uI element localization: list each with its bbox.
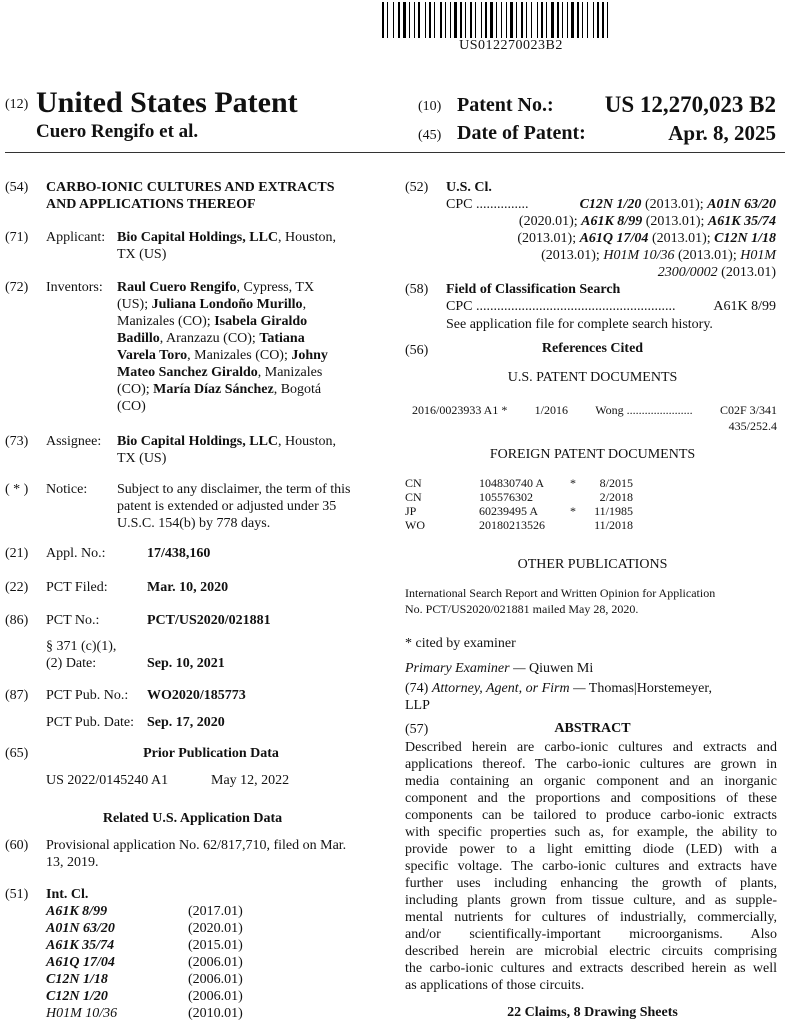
cpc-year: (2013.01): [717, 265, 776, 280]
foreign-heading: FOREIGN PATENT DOCUMENTS: [489, 447, 696, 462]
int-cl-row: [46, 971, 306, 988]
appl-no-value: 17/438,160: [147, 546, 211, 561]
int-cl-row: [46, 937, 306, 954]
abstract-line: described herein are microbial electric circuits comprising: [405, 944, 777, 959]
attorney: [405, 680, 712, 697]
inventor-name: Raul Cuero Rengifo: [117, 280, 237, 295]
assignee-label: Assignee:: [46, 434, 102, 449]
int-cl-year: (2006.01): [188, 989, 243, 1004]
inventors-block: Raul Cuero Rengifo, Cypress, TX (US); Juliana Londoño Murillo, Manizales (CO); Isabela Giraldo Badillo, Aranzazu (CO); Tatiana Varela Toro, Manizales (CO); Johny Mateo Sanchez Giraldo, Manizales (CO); María Díaz Sánchez, Bogotá (CO): [117, 279, 377, 415]
int-cl-label: Int. Cl.: [46, 887, 89, 902]
title-block: [46, 179, 334, 213]
int-cl-row: [46, 988, 306, 1005]
cpc-code: A61Q 17/04: [579, 231, 649, 246]
inventor-location: (US);: [117, 297, 152, 312]
header-rule: [5, 152, 785, 153]
applicant-location: , Houston,: [278, 230, 336, 245]
inventor-name: Johny: [291, 348, 328, 363]
examiner-label: Primary Examiner —: [405, 661, 526, 676]
s371-date: Sep. 10, 2021: [147, 656, 225, 671]
cpc-code: H01M: [740, 248, 776, 263]
field-search-label: Field of Classification Search: [446, 282, 621, 297]
inventor-name: Juliana Londoño Murillo: [151, 297, 303, 312]
patent-no-label: Patent No.:: [457, 94, 554, 116]
foreign-number: 20180213526: [479, 518, 545, 532]
abstract-line: media containing an organic component and an inorganic: [405, 774, 777, 789]
pct-pub-date-label: PCT Pub. Date:: [46, 715, 135, 730]
inventor-location: , Bogotá: [273, 382, 322, 397]
foreign-doc-row: [405, 518, 645, 532]
title-line: CARBO-IONIC CULTURES AND EXTRACTS: [46, 180, 335, 195]
foreign-country: CN: [405, 476, 422, 490]
inventor-location: , Cypress, TX: [236, 280, 315, 295]
foreign-number: 105576302: [479, 490, 533, 504]
prior-pub-number: US 2022/0145240 A1: [46, 773, 169, 788]
notice-label: Notice:: [46, 482, 88, 497]
cpc-code: A61K 35/74: [707, 214, 776, 229]
code-57: (57): [405, 722, 429, 737]
barcode: [382, 2, 640, 38]
inventor-name: Badillo: [117, 331, 160, 346]
provisional-line: 13, 2019.: [46, 855, 99, 870]
foreign-date: 2/2018: [599, 490, 633, 504]
us-doc-dots: ......................: [626, 403, 693, 417]
abstract-line: applications thereof. The carbo-ionic cultures are grown in: [405, 757, 777, 772]
foreign-doc-row: [405, 504, 645, 518]
provisional-line: Provisional application No. 62/817,710, filed on Mar.: [46, 838, 347, 853]
inventor-name: Tatiana: [259, 331, 305, 346]
code-12: (12): [5, 97, 29, 112]
foreign-number: 104830740 A: [479, 476, 545, 490]
assignee-location: TX (US): [117, 451, 167, 466]
int-cl-year: (2006.01): [188, 972, 243, 987]
code-56: (56): [405, 343, 429, 358]
abstract-line: provide power to a light emitting diode (LED) with a: [405, 842, 777, 857]
code-52: (52): [405, 180, 429, 195]
pct-filed-label: PCT Filed:: [46, 580, 108, 595]
foreign-star: *: [570, 476, 576, 490]
foreign-date: 8/2015: [599, 476, 633, 490]
cpc-year: (2013.01);: [541, 248, 604, 263]
cpc-year: (2013.01);: [517, 231, 580, 246]
attorney-label: Attorney, Agent, or Firm —: [431, 681, 586, 696]
int-cl-year: (2020.01): [188, 921, 243, 936]
patent-type-title: United States Patent: [36, 86, 298, 119]
cpc-code: 2300/0002: [657, 265, 718, 280]
date-label: Date of Patent:: [457, 122, 586, 144]
code-73: (73): [5, 434, 29, 449]
patent-date: Apr. 8, 2025: [668, 121, 776, 145]
prior-pub-heading: Prior Publication Data: [143, 746, 279, 761]
cpc-code: H01M 10/36: [603, 248, 675, 263]
cpc-year: (2013.01);: [648, 231, 715, 246]
foreign-doc-row: [405, 476, 645, 490]
us-doc-class: C02F 3/341: [719, 403, 777, 417]
other-pub-line: International Search Report and Written Opinion for Application: [405, 586, 716, 600]
code-22: (22): [5, 580, 29, 595]
cpc-code: A61K 8/99: [581, 214, 643, 229]
pct-no-label: PCT No.:: [46, 613, 100, 628]
abstract-line: mental nutrients for cultures of industrially, commercially,: [405, 910, 777, 925]
cpc-year: (2013.01);: [641, 197, 708, 212]
int-cl-year: (2010.01): [188, 1006, 243, 1021]
examiner-name: Qiuwen Mi: [525, 661, 594, 676]
other-pubs-heading: OTHER PUBLICATIONS: [517, 557, 668, 572]
cpc-label: CPC: [446, 197, 473, 212]
int-cl-year: (2017.01): [188, 904, 243, 919]
int-cl-list: [46, 903, 306, 1022]
cited-by-examiner: * cited by examiner: [405, 636, 516, 651]
inventors-short: Cuero Rengifo et al.: [36, 121, 199, 142]
title-line: AND APPLICATIONS THEREOF: [46, 197, 256, 212]
cpc-code: A01N 63/20: [707, 197, 776, 212]
foreign-star: *: [570, 504, 576, 518]
abstract-line: as applications of those circuits.: [405, 978, 585, 993]
int-cl-code: C12N 1/20: [46, 989, 108, 1004]
inventor-location: , Aranzazu (CO);: [159, 331, 260, 346]
int-cl-code: A01N 63/20: [46, 921, 115, 936]
cpc-year: (2013.01);: [674, 248, 741, 263]
prior-pub-date: May 12, 2022: [211, 773, 290, 788]
us-doc-class: 435/252.4: [728, 419, 777, 433]
patent-no: US 12,270,023 B2: [604, 92, 776, 117]
foreign-star: [565, 490, 581, 504]
us-doc-date: 1/2016: [534, 403, 568, 417]
field-search-note: See application file for complete search history.: [446, 317, 713, 332]
foreign-date: 11/2018: [594, 518, 633, 532]
provisional-text: [46, 837, 346, 871]
code-58: (58): [405, 282, 429, 297]
assignee-location: , Houston,: [278, 434, 336, 449]
references-heading: References Cited: [541, 341, 644, 356]
foreign-number: 60239495 A: [479, 504, 539, 518]
pct-filed-value: Mar. 10, 2020: [147, 580, 229, 595]
inventor-location: Manizales (CO);: [117, 314, 215, 329]
foreign-doc-row: [405, 490, 645, 504]
foreign-country: CN: [405, 490, 422, 504]
code-notice: ( * ): [5, 482, 29, 497]
code-54: (54): [5, 180, 29, 195]
cpc-block: [446, 196, 776, 281]
barcode-number: US012270023B2: [459, 38, 563, 53]
s371-label: § 371 (c)(1),: [46, 639, 117, 654]
code-21: (21): [5, 546, 29, 561]
inventor-name: Isabela Giraldo: [214, 314, 308, 329]
field-cpc-label: CPC: [446, 299, 473, 314]
cpc-year: (2020.01);: [518, 214, 582, 229]
code-74: (74): [405, 681, 432, 696]
int-cl-code: A61Q 17/04: [46, 955, 115, 970]
abstract-line: components can be tailored to produce carbo-ionic extracts: [405, 808, 777, 823]
foreign-star: [565, 518, 581, 532]
int-cl-row: [46, 903, 306, 920]
abstract-line: with specific properties such as, for example, the ability to: [405, 825, 777, 840]
field-search-cpc: [446, 298, 776, 315]
us-docs-heading: U.S. PATENT DOCUMENTS: [507, 370, 678, 385]
code-72: (72): [5, 280, 29, 295]
notice-text: [117, 481, 351, 532]
primary-examiner: [405, 660, 593, 677]
notice-line: patent is extended or adjusted under 35: [117, 499, 337, 514]
applicant-block: [117, 229, 336, 263]
applicant-name: Bio Capital Holdings, LLC: [117, 230, 279, 245]
cpc-dots: ...............: [475, 197, 529, 212]
assignee-block: [117, 433, 336, 467]
abstract-line: the carbo-ionic cultures and extracts described herein as well: [405, 961, 777, 976]
code-45: (45): [418, 128, 442, 143]
inventor-name: Varela Toro: [117, 348, 188, 363]
abstract-heading: ABSTRACT: [554, 721, 631, 736]
inventor-name: María Díaz Sánchez: [153, 382, 274, 397]
abstract-line: component and the proportions and compositions of these: [405, 791, 777, 806]
int-cl-code: C12N 1/18: [46, 972, 108, 987]
field-dots: .........................................................: [475, 299, 676, 314]
int-cl-row: [46, 954, 306, 971]
code-86: (86): [5, 613, 29, 628]
inventor-location: (CO);: [117, 382, 154, 397]
related-heading: Related U.S. Application Data: [102, 811, 283, 826]
assignee-name: Bio Capital Holdings, LLC: [117, 434, 279, 449]
applicant-label: Applicant:: [46, 230, 106, 245]
claims-summary: 22 Claims, 8 Drawing Sheets: [507, 1005, 678, 1020]
int-cl-year: (2006.01): [188, 955, 243, 970]
int-cl-code: H01M 10/36: [46, 1006, 118, 1021]
pct-pub-label: PCT Pub. No.:: [46, 688, 129, 703]
inventor-name: Mateo Sanchez Giraldo: [117, 365, 258, 380]
inventor-location: (CO): [117, 399, 146, 414]
pct-pub-value: WO2020/185773: [147, 688, 246, 703]
inventors-label: Inventors:: [46, 280, 103, 295]
int-cl-row: [46, 1005, 306, 1022]
abstract-text: [405, 739, 777, 994]
abstract-line: including plants grown from tissue culture, and as supple-: [405, 893, 777, 908]
s371-block: [46, 638, 116, 672]
pct-pub-date-value: Sep. 17, 2020: [147, 715, 225, 730]
abstract-line: Described herein are carbo-ionic cultures and extracts and: [405, 740, 777, 755]
us-doc-number: 2016/0023933 A1 *: [412, 403, 508, 417]
notice-line: Subject to any disclaimer, the term of this: [117, 482, 351, 497]
applicant-location: TX (US): [117, 247, 167, 262]
code-60: (60): [5, 838, 29, 853]
cpc-year: (2013.01);: [642, 214, 708, 229]
foreign-country: WO: [405, 518, 425, 532]
s371-label: (2) Date:: [46, 656, 97, 671]
int-cl-year: (2015.01): [188, 938, 243, 953]
inventor-location: , Manizales (CO);: [187, 348, 292, 363]
other-pub-line: No. PCT/US2020/021881 mailed May 28, 2020.: [405, 602, 639, 616]
inventor-location: , Manizales: [257, 365, 323, 380]
us-doc-name: Wong: [595, 403, 624, 417]
field-cpc-value: A61K 8/99: [713, 299, 776, 314]
other-pubs-text: [405, 585, 777, 617]
code-87: (87): [5, 688, 29, 703]
code-51: (51): [5, 887, 29, 902]
int-cl-code: A61K 8/99: [46, 904, 108, 919]
pct-no-value: PCT/US2020/021881: [147, 613, 271, 628]
abstract-line: further uses including enhancing the growth of plants,: [405, 876, 777, 891]
us-doc-row: [412, 402, 777, 434]
abstract-line: specific voltage. The carbo-ionic cultures and extracts have: [405, 859, 777, 874]
notice-line: U.S.C. 154(b) by 778 days.: [117, 516, 271, 531]
int-cl-code: A61K 35/74: [46, 938, 115, 953]
us-cl-label: U.S. Cl.: [446, 180, 492, 195]
attorney-line2: LLP: [405, 698, 430, 713]
int-cl-row: [46, 920, 306, 937]
code-65: (65): [5, 746, 29, 761]
appl-no-label: Appl. No.:: [46, 546, 106, 561]
cpc-code: C12N 1/20: [579, 197, 642, 212]
foreign-docs-list: [405, 476, 645, 532]
code-71: (71): [5, 230, 29, 245]
foreign-date: 11/1985: [594, 504, 633, 518]
cpc-code: C12N 1/18: [714, 231, 776, 246]
abstract-line: and/or scientifically-important microorganisms. Also: [405, 927, 777, 942]
foreign-country: JP: [405, 504, 417, 518]
attorney-name: Thomas|Horstemeyer,: [585, 681, 712, 696]
code-10: (10): [418, 99, 442, 114]
